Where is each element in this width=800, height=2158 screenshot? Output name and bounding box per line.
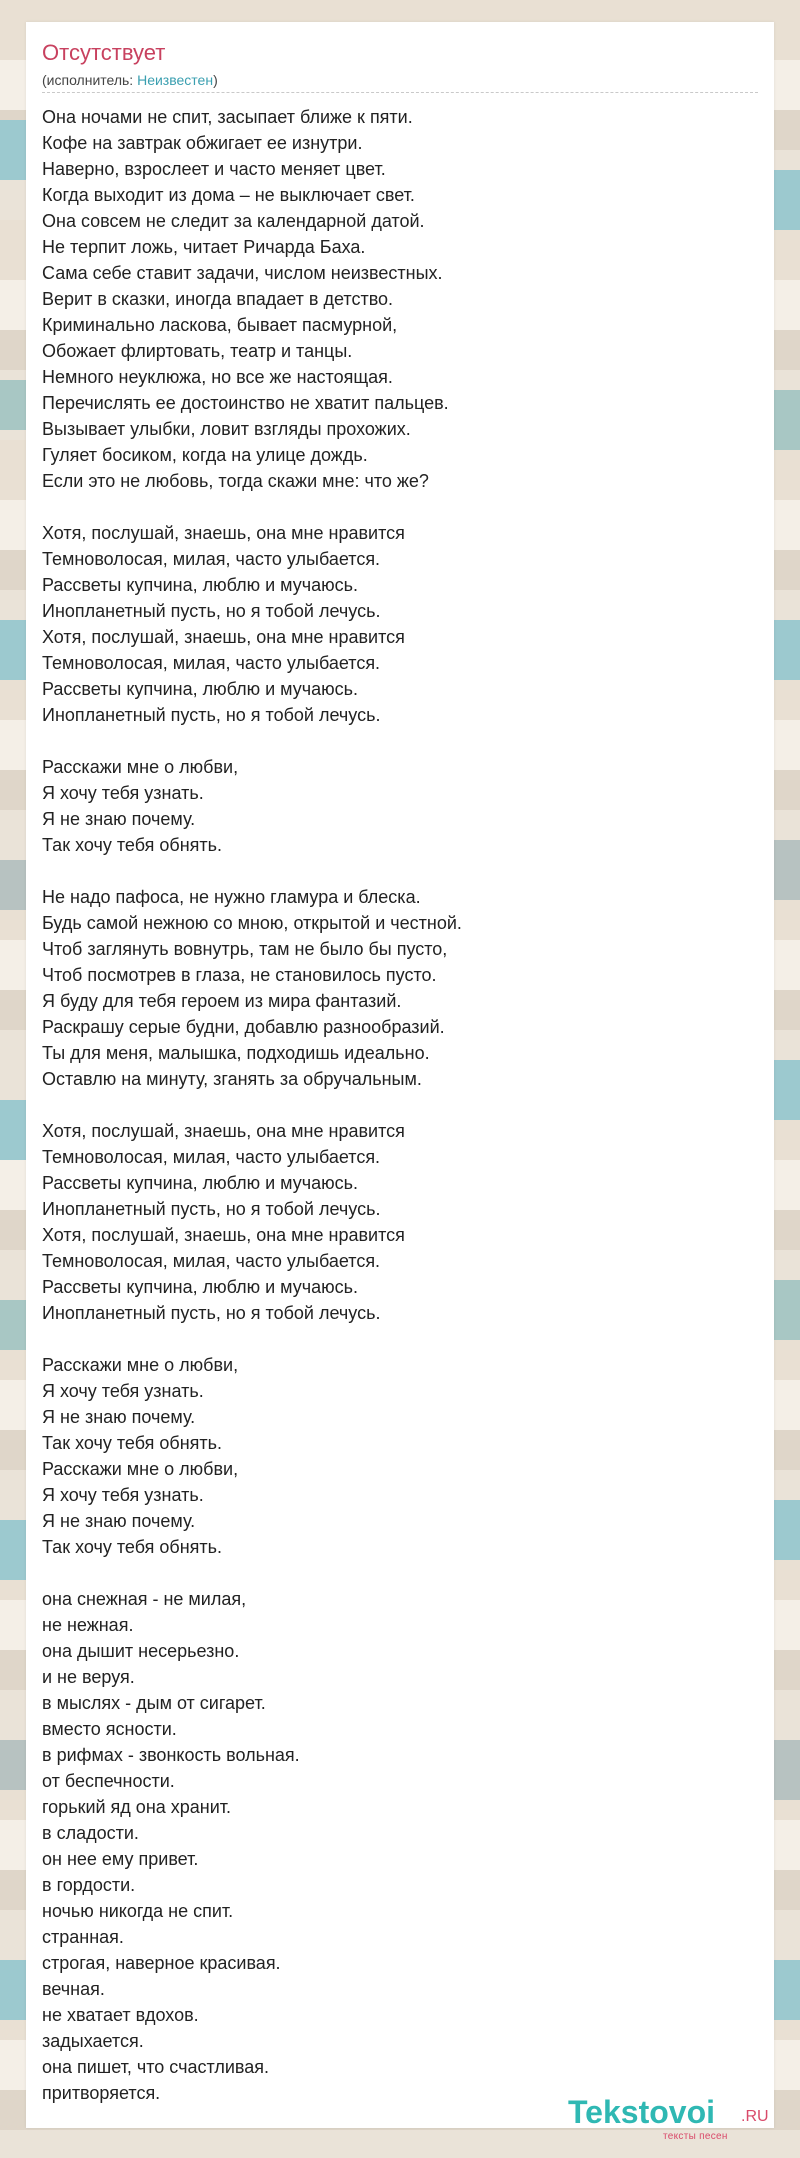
lyric-line: Темноволосая, милая, часто улыбается. <box>42 549 381 569</box>
lyric-line: Я не знаю почему. <box>42 809 196 829</box>
lyric-line: строгая, наверное красивая. <box>42 1953 281 1973</box>
lyric-line: Она совсем не следит за календарной датой. <box>42 211 425 231</box>
lyric-line: от беспечности. <box>42 1771 175 1791</box>
lyric-line: Так хочу тебя обнять. <box>42 835 223 855</box>
lyric-line: Расскажи мне о любви, <box>42 1459 239 1479</box>
lyric-line: задыхается. <box>42 2031 144 2051</box>
lyric-line: Если это не любовь, тогда скажи мне: что же? <box>42 471 429 491</box>
lyric-line: Наверно, взрослеет и часто меняет цвет. <box>42 159 386 179</box>
lyric-line: она снежная - не милая, <box>42 1589 247 1609</box>
site-logo[interactable] <box>568 2094 768 2144</box>
lyric-line: Рассветы купчина, люблю и мучаюсь. <box>42 1173 358 1193</box>
stanza-break <box>42 728 742 754</box>
artist-link[interactable]: Неизвестен <box>137 72 214 88</box>
header-divider <box>42 92 758 93</box>
lyric-line: Чтоб посмотрев в глаза, не становилось пусто. <box>42 965 437 985</box>
lyric-line: Хотя, послушай, знаешь, она мне нравится <box>42 1225 405 1245</box>
lyric-line: Гуляет босиком, когда на улице дождь. <box>42 445 368 465</box>
lyric-line: Раскрашу серые будни, добавлю разнообразий. <box>42 1017 445 1037</box>
lyric-line: не нежная. <box>42 1615 134 1635</box>
lyric-line: Рассветы купчина, люблю и мучаюсь. <box>42 679 358 699</box>
lyric-line: Я хочу тебя узнать. <box>42 1381 204 1401</box>
left-decorative-band <box>0 0 26 2158</box>
lyric-line: Чтоб заглянуть вовнутрь, там не было бы пусто, <box>42 939 448 959</box>
lyric-line: Хотя, послушай, знаешь, она мне нравится <box>42 627 405 647</box>
logo-wordmark: Tekstovoi <box>568 2094 715 2130</box>
lyric-line: Рассветы купчина, люблю и мучаюсь. <box>42 575 358 595</box>
lyric-line: Будь самой нежною со мною, открытой и честной. <box>42 913 462 933</box>
lyric-line: в рифмах - звонкость вольная. <box>42 1745 300 1765</box>
logo-tld: .RU <box>741 2108 769 2125</box>
stanza-break <box>42 1092 742 1118</box>
lyric-line: Не терпит ложь, читает Ричарда Баха. <box>42 237 366 257</box>
lyrics-card <box>26 22 774 2142</box>
lyric-line: Кофе на завтрак обжигает ее изнутри. <box>42 133 363 153</box>
lyric-line: Криминально ласкова, бывает пасмурной, <box>42 315 398 335</box>
stanza-break <box>42 1326 742 1352</box>
right-decorative-band <box>774 0 800 2158</box>
lyric-line: Я не знаю почему. <box>42 1407 196 1427</box>
stanza-break <box>42 858 742 884</box>
lyric-line: Расскажи мне о любви, <box>42 757 239 777</box>
lyric-line: не хватает вдохов. <box>42 2005 199 2025</box>
lyric-line: Хотя, послушай, знаешь, она мне нравится <box>42 523 405 543</box>
lyric-line: она дышит несерьезно. <box>42 1641 240 1661</box>
lyric-line: Я буду для тебя героем из мира фантазий. <box>42 991 402 1011</box>
lyric-line: странная. <box>42 1927 124 1947</box>
song-title: Отсутствует <box>42 40 166 65</box>
stanza-break <box>42 1560 742 1586</box>
lyrics-text <box>42 104 742 2106</box>
lyric-line: и не веруя. <box>42 1667 135 1687</box>
lyric-line: Верит в сказки, иногда впадает в детство. <box>42 289 394 309</box>
lyric-line: Сама себе ставит задачи, числом неизвестных. <box>42 263 443 283</box>
lyric-line: Обожает флиртовать, театр и танцы. <box>42 341 353 361</box>
lyric-line: Ты для меня, малышка, подходишь идеально. <box>42 1043 430 1063</box>
lyric-line: вместо ясности. <box>42 1719 177 1739</box>
lyric-line: Я хочу тебя узнать. <box>42 783 204 803</box>
lyric-line: Немного неуклюжа, но все же настоящая. <box>42 367 393 387</box>
lyric-line: она пишет, что счастливая. <box>42 2057 270 2077</box>
lyric-line: вечная. <box>42 1979 105 1999</box>
lyric-line: ночью никогда не спит. <box>42 1901 234 1921</box>
lyric-line: Инопланетный пусть, но я тобой лечусь. <box>42 705 381 725</box>
lyric-line: в мыслях - дым от сигарет. <box>42 1693 266 1713</box>
lyric-line: Вызывает улыбки, ловит взгляды прохожих. <box>42 419 411 439</box>
lyric-line: Инопланетный пусть, но я тобой лечусь. <box>42 601 381 621</box>
lyric-line: Оставлю на минуту, зганять за обручальным. <box>42 1069 422 1089</box>
lyric-line: притворяется. <box>42 2083 161 2103</box>
lyric-line: Так хочу тебя обнять. <box>42 1433 223 1453</box>
subtitle-suffix: ) <box>213 72 218 88</box>
lyric-line: Так хочу тебя обнять. <box>42 1537 223 1557</box>
lyric-line: Рассветы купчина, люблю и мучаюсь. <box>42 1277 358 1297</box>
logo-tagline: тексты песен <box>663 2131 728 2142</box>
lyric-line: Темноволосая, милая, часто улыбается. <box>42 653 381 673</box>
lyric-line: Когда выходит из дома – не выключает свет. <box>42 185 415 205</box>
lyric-line: Темноволосая, милая, часто улыбается. <box>42 1251 381 1271</box>
lyric-line: горький яд она хранит. <box>42 1797 232 1817</box>
lyric-line: Расскажи мне о любви, <box>42 1355 239 1375</box>
song-subtitle <box>42 72 218 88</box>
lyric-line: Перечислять ее достоинство не хватит пальцев. <box>42 393 449 413</box>
lyric-line: Темноволосая, милая, часто улыбается. <box>42 1147 381 1167</box>
lyric-line: Не надо пафоса, не нужно гламура и блеска. <box>42 887 421 907</box>
lyric-line: Я не знаю почему. <box>42 1511 196 1531</box>
stanza-break <box>42 494 742 520</box>
lyric-line: Хотя, послушай, знаешь, она мне нравится <box>42 1121 405 1141</box>
lyric-line: в сладости. <box>42 1823 139 1843</box>
lyric-line: Инопланетный пусть, но я тобой лечусь. <box>42 1303 381 1323</box>
lyric-line: он нее ему привет. <box>42 1849 199 1869</box>
lyric-line: Инопланетный пусть, но я тобой лечусь. <box>42 1199 381 1219</box>
lyric-line: Я хочу тебя узнать. <box>42 1485 204 1505</box>
lyric-line: Она ночами не спит, засыпает ближе к пяти. <box>42 107 413 127</box>
subtitle-prefix: (исполнитель: <box>42 72 138 88</box>
lyric-line: в гордости. <box>42 1875 136 1895</box>
